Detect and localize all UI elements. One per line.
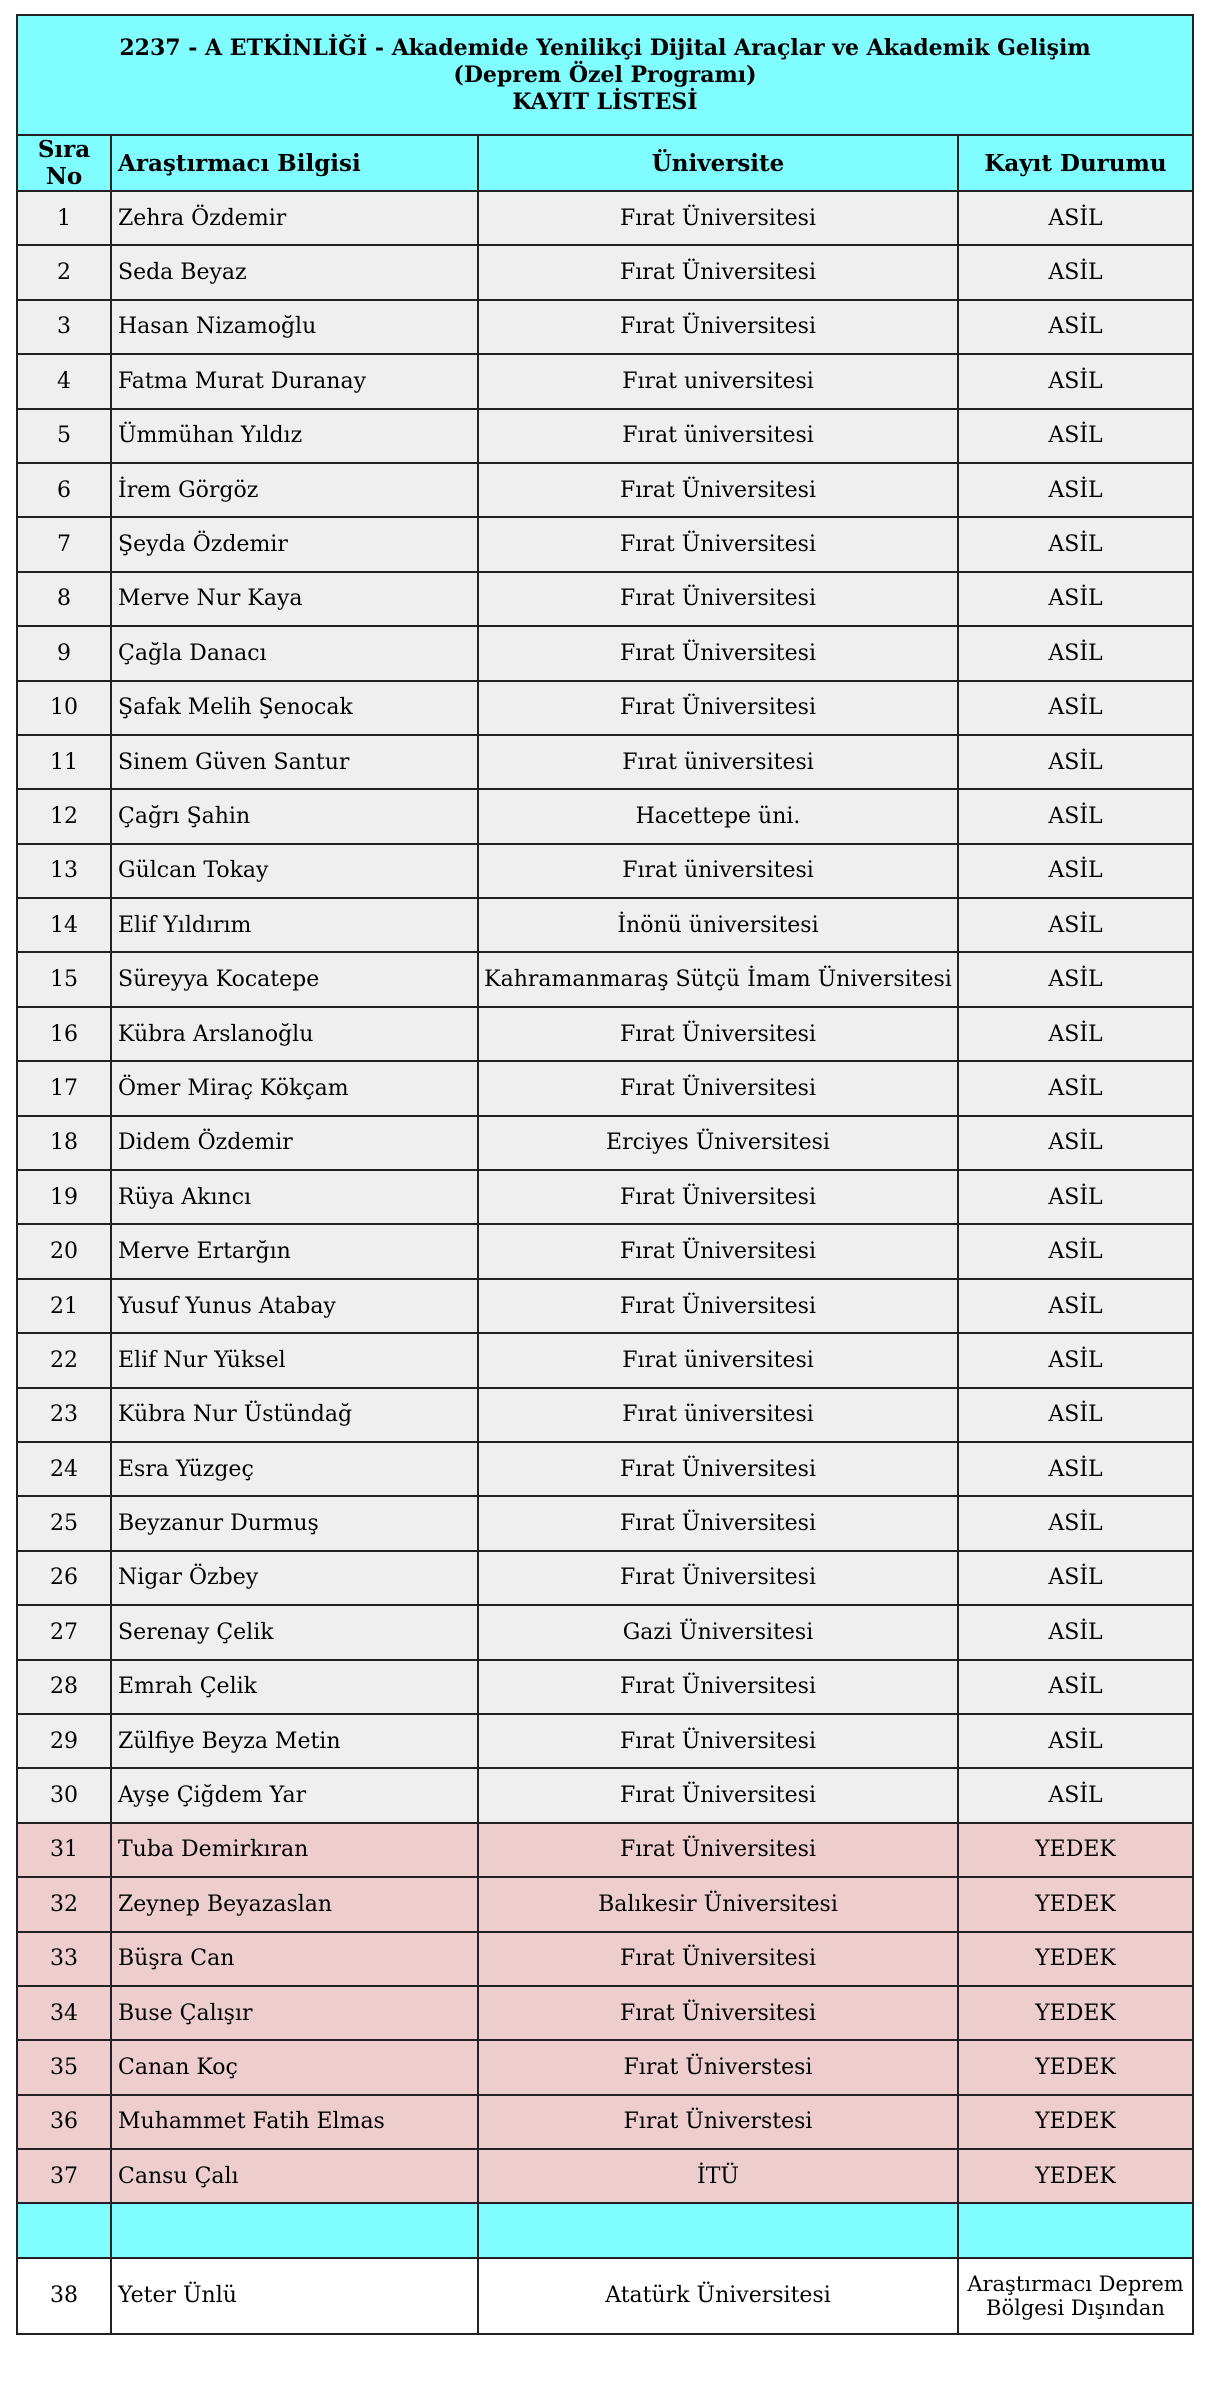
table-row <box>17 952 1193 1006</box>
researcher-name: Yeter Ünlü <box>111 2258 478 2334</box>
registration-table <box>16 14 1194 2335</box>
row-number: 15 <box>17 952 111 1006</box>
table-row <box>17 1007 1193 1061</box>
registration-status: ASİL <box>958 1496 1193 1550</box>
row-number: 10 <box>17 681 111 735</box>
spacer-cell <box>17 2203 111 2257</box>
header-university: Üniversite <box>478 135 958 191</box>
researcher-name: Zehra Özdemir <box>111 191 478 245</box>
researcher-name: Zeynep Beyazaslan <box>111 1877 478 1931</box>
university: Fırat Üniversitesi <box>478 626 958 680</box>
researcher-name: Büşra Can <box>111 1932 478 1986</box>
row-number: 17 <box>17 1061 111 1115</box>
row-number: 37 <box>17 2149 111 2203</box>
researcher-name: Tuba Demirkıran <box>111 1823 478 1877</box>
table-row <box>17 300 1193 354</box>
extra-row <box>17 2258 1193 2334</box>
table-row <box>17 517 1193 571</box>
row-number: 5 <box>17 409 111 463</box>
row-number: 28 <box>17 1660 111 1714</box>
registration-status: ASİL <box>958 681 1193 735</box>
registration-status: YEDEK <box>958 1932 1193 1986</box>
table-row <box>17 1605 1193 1659</box>
researcher-name: Buse Çalışır <box>111 1986 478 2040</box>
university: Fırat Üniversitesi <box>478 1442 958 1496</box>
registration-sheet <box>16 14 1192 2335</box>
registration-status: ASİL <box>958 735 1193 789</box>
registration-status: YEDEK <box>958 1986 1193 2040</box>
researcher-name: Seda Beyaz <box>111 245 478 299</box>
university: Fırat Üniversitesi <box>478 1279 958 1333</box>
university: Fırat Üniversitesi <box>478 245 958 299</box>
registration-status: ASİL <box>958 517 1193 571</box>
table-row <box>17 898 1193 952</box>
row-number: 38 <box>17 2258 111 2334</box>
table-row <box>17 1388 1193 1442</box>
row-number: 19 <box>17 1170 111 1224</box>
university: Fırat Üniversitesi <box>478 463 958 517</box>
researcher-name: Nigar Özbey <box>111 1551 478 1605</box>
registration-status: ASİL <box>958 1170 1193 1224</box>
table-row <box>17 626 1193 680</box>
row-number: 9 <box>17 626 111 680</box>
university: İnönü üniversitesi <box>478 898 958 952</box>
registration-status: ASİL <box>958 1333 1193 1387</box>
row-number: 11 <box>17 735 111 789</box>
registration-status: ASİL <box>958 191 1193 245</box>
registration-status: ASİL <box>958 789 1193 843</box>
university: Fırat Üniversitesi <box>478 572 958 626</box>
table-title <box>17 15 1193 135</box>
researcher-name: Merve Nur Kaya <box>111 572 478 626</box>
university: Fırat universitesi <box>478 354 958 408</box>
table-row <box>17 1932 1193 1986</box>
researcher-name: Ümmühan Yıldız <box>111 409 478 463</box>
header-row <box>17 135 1193 191</box>
row-number: 23 <box>17 1388 111 1442</box>
registration-status: ASİL <box>958 1388 1193 1442</box>
table-row <box>17 463 1193 517</box>
row-number: 30 <box>17 1768 111 1822</box>
header-name: Araştırmacı Bilgisi <box>111 135 478 191</box>
researcher-name: Serenay Çelik <box>111 1605 478 1659</box>
table-row <box>17 191 1193 245</box>
registration-status: ASİL <box>958 354 1193 408</box>
row-number: 7 <box>17 517 111 571</box>
researcher-name: Merve Ertarğın <box>111 1224 478 1278</box>
researcher-name: Didem Özdemir <box>111 1116 478 1170</box>
table-row <box>17 1660 1193 1714</box>
registration-status <box>958 2258 1193 2334</box>
university: Fırat üniversitesi <box>478 844 958 898</box>
status-line-1: Araştırmacı Deprem <box>967 2271 1184 2296</box>
researcher-name: Gülcan Tokay <box>111 844 478 898</box>
registration-status: ASİL <box>958 1007 1193 1061</box>
title-line-2: (Deprem Özel Programı) <box>453 61 757 88</box>
researcher-name: Beyzanur Durmuş <box>111 1496 478 1550</box>
row-number: 20 <box>17 1224 111 1278</box>
row-number: 26 <box>17 1551 111 1605</box>
registration-status: ASİL <box>958 1442 1193 1496</box>
title-line-1: 2237 - A ETKİNLİĞİ - Akademide Yenilikçi Dijital Araçlar ve Akademik Gelişim <box>119 34 1091 61</box>
university: Fırat Üniversitesi <box>478 1170 958 1224</box>
university: Fırat Üniversitesi <box>478 1986 958 2040</box>
researcher-name: Cansu Çalı <box>111 2149 478 2203</box>
university: Fırat Üniversitesi <box>478 1768 958 1822</box>
table-row <box>17 354 1193 408</box>
registration-status: ASİL <box>958 1768 1193 1822</box>
registration-status: ASİL <box>958 1061 1193 1115</box>
university: Fırat Üniversitesi <box>478 681 958 735</box>
row-number: 8 <box>17 572 111 626</box>
table-row <box>17 245 1193 299</box>
table-row <box>17 1442 1193 1496</box>
row-number: 16 <box>17 1007 111 1061</box>
university: Fırat üniversitesi <box>478 1388 958 1442</box>
registration-status: ASİL <box>958 245 1193 299</box>
table-row <box>17 2095 1193 2149</box>
row-number: 2 <box>17 245 111 299</box>
row-number: 27 <box>17 1605 111 1659</box>
table-row <box>17 1170 1193 1224</box>
researcher-name: Muhammet Fatih Elmas <box>111 2095 478 2149</box>
university: Fırat Üniversitesi <box>478 1660 958 1714</box>
registration-status: ASİL <box>958 1551 1193 1605</box>
row-number: 6 <box>17 463 111 517</box>
row-number: 22 <box>17 1333 111 1387</box>
table-row <box>17 1116 1193 1170</box>
registration-status: YEDEK <box>958 1877 1193 1931</box>
university: Fırat Üniversitesi <box>478 1061 958 1115</box>
table-row <box>17 1768 1193 1822</box>
table-row <box>17 572 1193 626</box>
university: Fırat Üniversitesi <box>478 1007 958 1061</box>
university: Fırat Üniversitesi <box>478 1224 958 1278</box>
researcher-name: Süreyya Kocatepe <box>111 952 478 1006</box>
spacer-cell <box>478 2203 958 2257</box>
header-status: Kayıt Durumu <box>958 135 1193 191</box>
researcher-name: Ayşe Çiğdem Yar <box>111 1768 478 1822</box>
row-number: 34 <box>17 1986 111 2040</box>
registration-status: ASİL <box>958 300 1193 354</box>
researcher-name: Rüya Akıncı <box>111 1170 478 1224</box>
table-row <box>17 1496 1193 1550</box>
researcher-name: Çağrı Şahin <box>111 789 478 843</box>
table-row <box>17 844 1193 898</box>
row-number: 36 <box>17 2095 111 2149</box>
table-row <box>17 789 1193 843</box>
university: Fırat Üniversitesi <box>478 517 958 571</box>
row-number: 12 <box>17 789 111 843</box>
university: Fırat Üniverstesi <box>478 2095 958 2149</box>
researcher-name: Hasan Nizamoğlu <box>111 300 478 354</box>
university: Kahramanmaraş Sütçü İmam Üniversitesi <box>478 952 958 1006</box>
registration-status: ASİL <box>958 952 1193 1006</box>
university: Gazi Üniversitesi <box>478 1605 958 1659</box>
university: Fırat Üniversitesi <box>478 1823 958 1877</box>
registration-status: ASİL <box>958 1660 1193 1714</box>
registration-status: ASİL <box>958 844 1193 898</box>
university: Fırat Üniversitesi <box>478 300 958 354</box>
row-number: 31 <box>17 1823 111 1877</box>
registration-status: YEDEK <box>958 2095 1193 2149</box>
row-number: 33 <box>17 1932 111 1986</box>
spacer-cell <box>111 2203 478 2257</box>
registration-status: YEDEK <box>958 2149 1193 2203</box>
table-row <box>17 681 1193 735</box>
researcher-name: Fatma Murat Duranay <box>111 354 478 408</box>
registration-status: ASİL <box>958 1605 1193 1659</box>
row-number: 35 <box>17 2040 111 2094</box>
row-number: 14 <box>17 898 111 952</box>
researcher-name: Elif Nur Yüksel <box>111 1333 478 1387</box>
row-number: 1 <box>17 191 111 245</box>
registration-status: ASİL <box>958 1714 1193 1768</box>
university: Fırat üniversitesi <box>478 1333 958 1387</box>
university: Fırat Üniverstesi <box>478 2040 958 2094</box>
table-row <box>17 1279 1193 1333</box>
researcher-name: Şafak Melih Şenocak <box>111 681 478 735</box>
researcher-name: İrem Görgöz <box>111 463 478 517</box>
row-number: 21 <box>17 1279 111 1333</box>
registration-status: ASİL <box>958 463 1193 517</box>
table-row <box>17 735 1193 789</box>
researcher-name: Esra Yüzgeç <box>111 1442 478 1496</box>
status-line-2: Bölgesi Dışından <box>986 2295 1165 2320</box>
registration-status: ASİL <box>958 898 1193 952</box>
row-number: 13 <box>17 844 111 898</box>
registration-status: ASİL <box>958 1116 1193 1170</box>
researcher-name: Kübra Nur Üstündağ <box>111 1388 478 1442</box>
registration-status: YEDEK <box>958 2040 1193 2094</box>
university: Fırat Üniversitesi <box>478 1551 958 1605</box>
university: Fırat üniversitesi <box>478 409 958 463</box>
table-row <box>17 2149 1193 2203</box>
university: Balıkesir Üniversitesi <box>478 1877 958 1931</box>
university: Atatürk Üniversitesi <box>478 2258 958 2334</box>
table-row <box>17 1551 1193 1605</box>
researcher-name: Yusuf Yunus Atabay <box>111 1279 478 1333</box>
row-number: 29 <box>17 1714 111 1768</box>
row-number: 32 <box>17 1877 111 1931</box>
row-number: 24 <box>17 1442 111 1496</box>
registration-status: ASİL <box>958 1224 1193 1278</box>
registration-status: YEDEK <box>958 1823 1193 1877</box>
researcher-name: Emrah Çelik <box>111 1660 478 1714</box>
table-row <box>17 2040 1193 2094</box>
row-number: 3 <box>17 300 111 354</box>
university: Fırat üniversitesi <box>478 735 958 789</box>
row-number: 18 <box>17 1116 111 1170</box>
researcher-name: Şeyda Özdemir <box>111 517 478 571</box>
university: Erciyes Üniversitesi <box>478 1116 958 1170</box>
spacer-cell <box>958 2203 1193 2257</box>
table-row <box>17 1224 1193 1278</box>
table-row <box>17 1986 1193 2040</box>
university: Fırat Üniversitesi <box>478 1714 958 1768</box>
table-row <box>17 1714 1193 1768</box>
researcher-name: Zülfiye Beyza Metin <box>111 1714 478 1768</box>
researcher-name: Çağla Danacı <box>111 626 478 680</box>
title-line-3: KAYIT LİSTESİ <box>512 88 698 115</box>
spacer-row <box>17 2203 1193 2257</box>
title-row <box>17 15 1193 135</box>
researcher-name: Kübra Arslanoğlu <box>111 1007 478 1061</box>
researcher-name: Elif Yıldırım <box>111 898 478 952</box>
university: Fırat Üniversitesi <box>478 1496 958 1550</box>
university: Fırat Üniversitesi <box>478 1932 958 1986</box>
researcher-name: Canan Koç <box>111 2040 478 2094</box>
row-number: 4 <box>17 354 111 408</box>
row-number: 25 <box>17 1496 111 1550</box>
table-row <box>17 1877 1193 1931</box>
researcher-name: Sinem Güven Santur <box>111 735 478 789</box>
table-row <box>17 1333 1193 1387</box>
registration-status: ASİL <box>958 572 1193 626</box>
registration-status: ASİL <box>958 1279 1193 1333</box>
table-row <box>17 1061 1193 1115</box>
university: Fırat Üniversitesi <box>478 191 958 245</box>
table-body <box>17 191 1193 2203</box>
university: Hacettepe üni. <box>478 789 958 843</box>
university: İTÜ <box>478 2149 958 2203</box>
header-no: Sıra No <box>17 135 111 191</box>
researcher-name: Ömer Miraç Kökçam <box>111 1061 478 1115</box>
table-row <box>17 1823 1193 1877</box>
registration-status: ASİL <box>958 626 1193 680</box>
table-row <box>17 409 1193 463</box>
registration-status: ASİL <box>958 409 1193 463</box>
